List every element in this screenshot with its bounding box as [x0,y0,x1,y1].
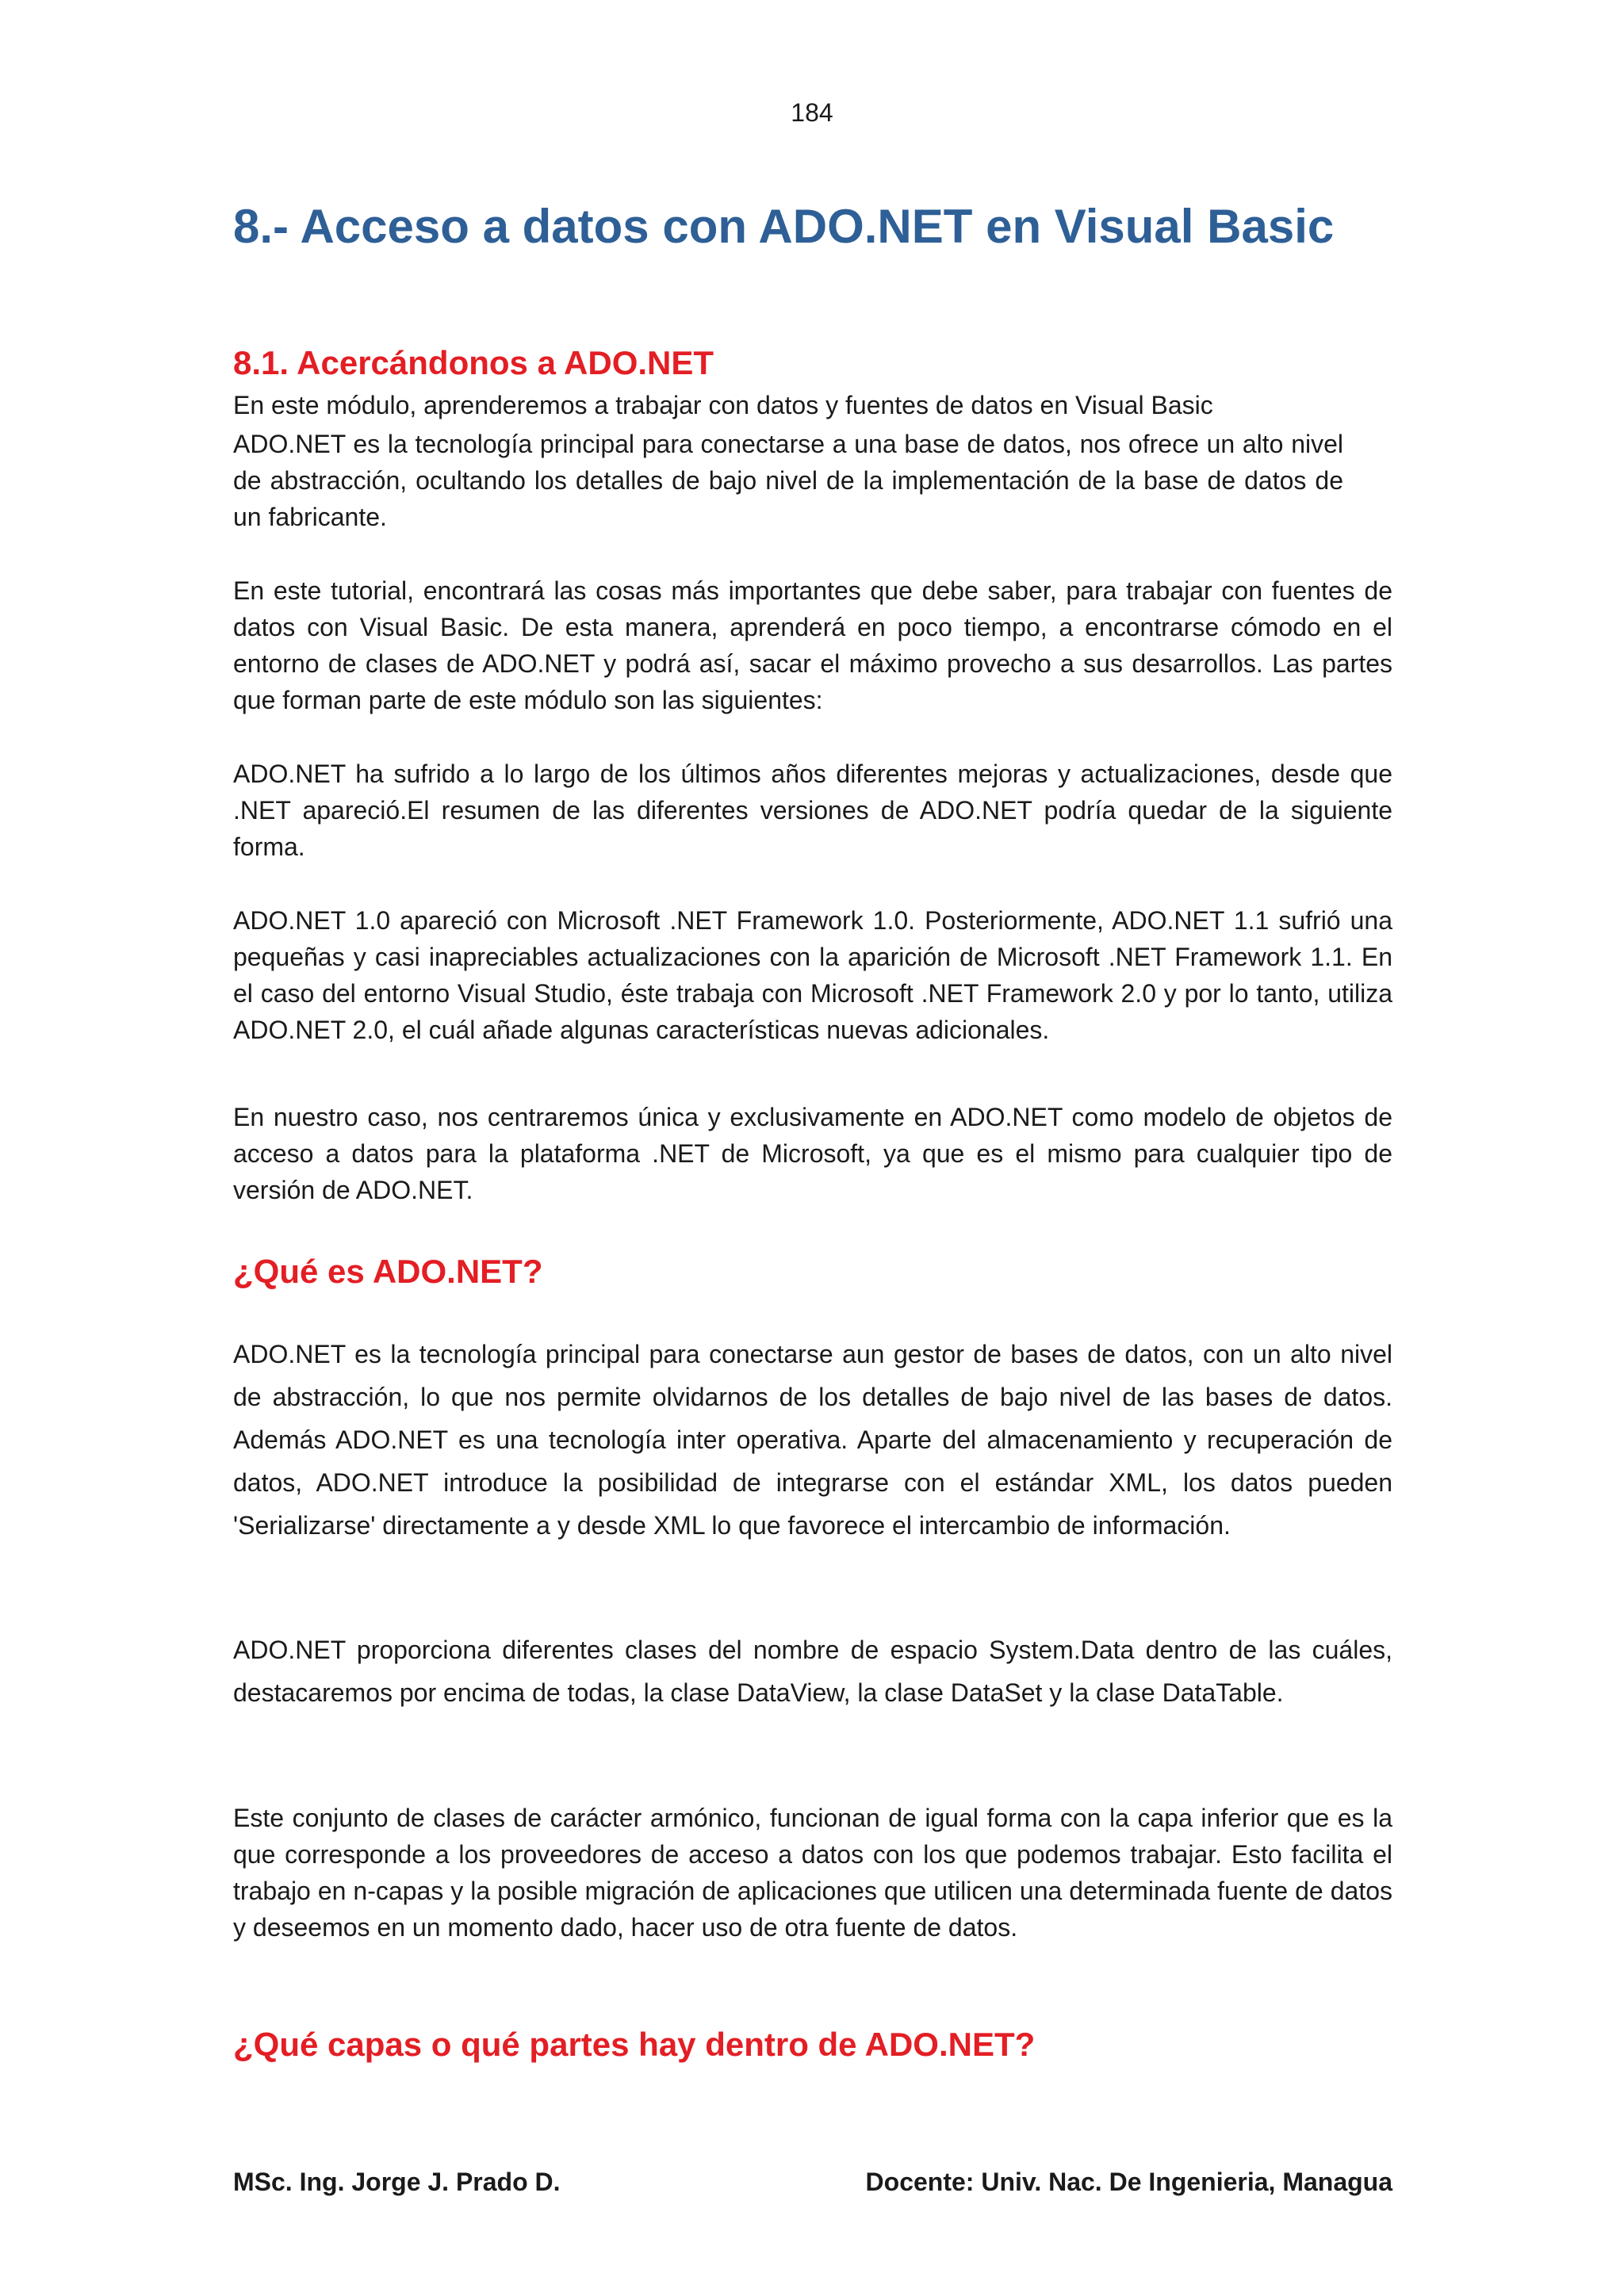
paragraph-text: En este tutorial, encontrará las cosas más importantes que debe saber, para trabajar con fuentes de datos con Visual Basic. De esta manera, aprenderá en poco tiempo, a encontrarse cómodo en el entorno de clases de ADO.NET y podrá así, sacar el máximo provecho a sus desarrollos. Las partes que forman parte de este módulo son las siguientes: [233,576,1392,714]
paragraph-tutorial [233,572,1392,718]
paragraph-versions [233,756,1392,865]
paragraph-text: ADO.NET 1.0 apareció con Microsoft .NET Framework 1.0. Posteriormente, ADO.NET 1.1 sufrió una pequeñas y casi inapreciables actualizaciones con la aparición de Microsoft .NET Framework 1.1. En el caso del entorno Visual Studio, éste trabaja con Microsoft .NET Framework 2.0 y por lo tanto, utiliza ADO.NET 2.0, el cuál añade algunas características nuevas adicionales. [233,906,1392,1044]
footer-author: MSc. Ing. Jorge J. Prado D. [233,2168,561,2196]
paragraph-ado-intro [233,426,1392,535]
page-footer [233,2166,1392,2198]
paragraph-ado-1-0 [233,902,1392,1048]
paragraph-our-case [233,1099,1392,1208]
footer-affiliation: Docente: Univ. Nac. De Ingenieria, Managua [865,2168,1392,2196]
paragraph-system-data [233,1628,1392,1714]
paragraph-text: ADO.NET proporciona diferentes clases del nombre de espacio System.Data dentro de las cuáles, destacaremos por encima de todas, la clase DataView, la clase DataSet y la clase DataTable. [233,1636,1392,1707]
paragraph-text: Este conjunto de clases de carácter armónico, funcionan de igual forma con la capa inferior que es la que corresponde a los proveedores de acceso a datos con los que podemos trabajar. Esto facilita el trabajo en n-capas y la posible migración de aplicaciones que utilicen una determinada fuente de datos y deseemos en un momento dado, hacer uso de otra fuente de datos. [233,1804,1392,1942]
intro-line: En este módulo, aprenderemos a trabajar con datos y fuentes de datos en Visual Basic [233,391,1213,419]
paragraph-classes [233,1800,1392,1946]
paragraph-text: ADO.NET ha sufrido a lo largo de los últimos años diferentes mejoras y actualizaciones, desde que .NET apareció.El resumen de las diferentes versiones de ADO.NET podría quedar de la siguiente forma. [233,760,1392,861]
paragraph-text: ADO.NET es la tecnología principal para conectarse aun gestor de bases de datos, con un alto nivel de abstracción, lo que nos permite olvidarnos de los detalles de bajo nivel de las bases de datos. Además ADO.NET es una tecnología inter operativa. Aparte del almacenamiento y recuperación de datos, ADO.NET introduce la posibilidad de integrarse con el estándar XML, los datos pueden 'Serializarse' directamente a y desde XML lo que favorece el intercambio de información. [233,1340,1392,1540]
section-heading-que-es: ¿Qué es ADO.NET? [233,1253,543,1290]
chapter-title: 8.- Acceso a datos con ADO.NET en Visual Basic [233,200,1335,253]
page-number: 184 [791,98,833,127]
paragraph-text: En nuestro caso, nos centraremos única y exclusivamente en ADO.NET como modelo de objetos de acceso a datos para la plataforma .NET de Microsoft, ya que es el mismo para cualquier tipo de versión de ADO.NET. [233,1103,1392,1204]
paragraph-text: ADO.NET es la tecnología principal para conectarse a una base de datos, nos ofrece un alto nivel de abstracción, ocultando los detalles de bajo nivel de la implementación de la base de datos de un fabricante. [233,430,1343,531]
section-heading-8-1: 8.1. Acercándonos a ADO.NET [233,344,714,381]
section-heading-capas: ¿Qué capas o qué partes hay dentro de ADO.NET? [233,2026,1036,2063]
paragraph-what-is [233,1333,1392,1547]
